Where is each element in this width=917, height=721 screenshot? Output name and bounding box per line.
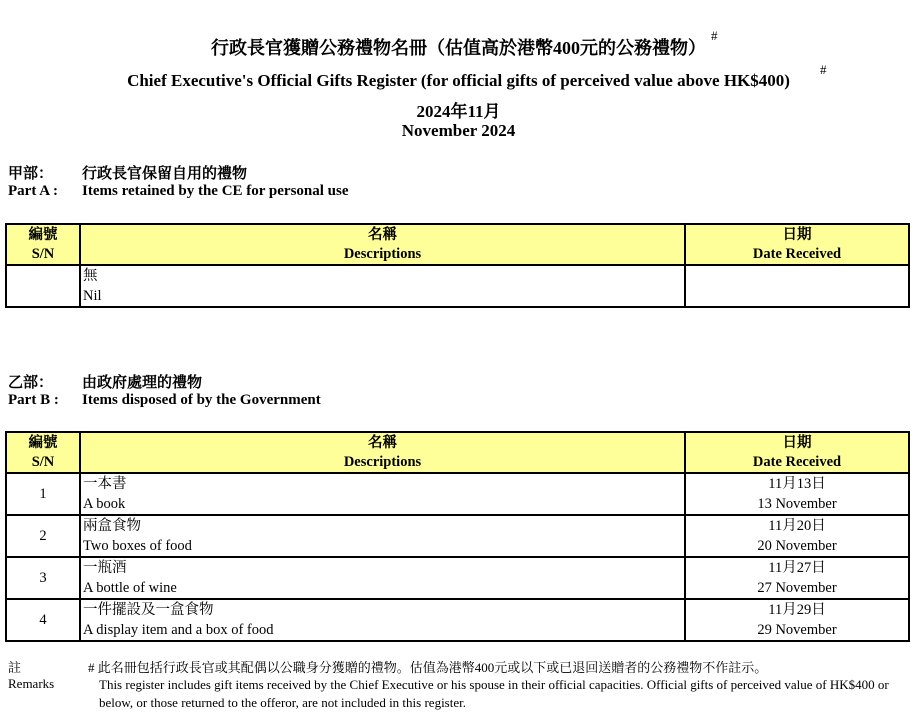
table-row — [6, 265, 909, 307]
sn-header: 編號 S/N — [6, 432, 80, 473]
part-b-label-zh: 乙部： — [8, 375, 54, 391]
table-row — [6, 557, 909, 599]
table-row — [6, 473, 909, 515]
date-cell: 11月29日 29 November — [685, 599, 909, 641]
title-en — [0, 71, 917, 91]
desc-header: 名稱 Descriptions — [80, 432, 685, 473]
date-cell: 11月27日 27 November — [685, 557, 909, 599]
part-b-title-zh: 由政府處理的禮物 — [82, 375, 203, 391]
sn-cell: 4 — [6, 599, 80, 641]
remarks-label-zh: 註 — [8, 660, 22, 675]
description-cell: 一瓶酒 A bottle of wine — [80, 557, 685, 599]
remarks-text-zh: # 此名冊包括行政長官或其配偶以公職身分獲贈的禮物。估值為港幣400元或以下或已退回送贈者的公務禮物不作註示。 — [88, 660, 768, 675]
title-zh — [0, 34, 917, 60]
description-cell: 一件擺設及一盒食物 A display item and a box of food — [80, 599, 685, 641]
title-en-text: Chief Executive's Official Gifts Register (for official gifts of perceived value above HK$400) — [127, 71, 790, 90]
part-b-table — [5, 431, 910, 642]
remarks-label-en: Remarks — [8, 676, 55, 691]
date-header: 日期 Date Received — [685, 224, 909, 265]
part-a-title-zh: 行政長官保留自用的禮物 — [82, 166, 248, 182]
title-zh-text: 行政長官獲贈公務禮物名冊（估值高於港幣400元的公務禮物） — [211, 38, 706, 58]
month-en: November 2024 — [401, 121, 516, 140]
sn-header: 編號 S/N — [6, 224, 80, 265]
description-cell: 無 Nil — [80, 265, 685, 307]
desc-header: 名稱 Descriptions — [80, 224, 685, 265]
table-row — [6, 515, 909, 557]
title-zh-hash: # — [711, 28, 718, 43]
sn-cell: 1 — [6, 473, 80, 515]
table-row — [6, 599, 909, 641]
date-cell — [685, 265, 909, 307]
date-header: 日期 Date Received — [685, 432, 909, 473]
part-a-label-zh: 甲部： — [8, 166, 54, 182]
sn-cell: 2 — [6, 515, 80, 557]
sn-cell — [6, 265, 80, 307]
date-cell: 11月13日 13 November — [685, 473, 909, 515]
description-cell: 一本書 A book — [80, 473, 685, 515]
part-b-label-en: Part B : — [8, 392, 59, 408]
date-cell: 11月20日 20 November — [685, 515, 909, 557]
part-a-table — [5, 223, 910, 308]
month-zh: 2024年11月 — [416, 102, 501, 121]
part-b-header-row — [6, 432, 909, 473]
description-cell: 兩盒食物 Two boxes of food — [80, 515, 685, 557]
sn-cell: 3 — [6, 557, 80, 599]
title-en-hash: # — [820, 62, 827, 77]
part-a-label-en: Part A : — [8, 183, 58, 199]
part-a-title-en: Items retained by the CE for personal use — [82, 183, 349, 199]
part-a-header-row — [6, 224, 909, 265]
remarks-text-en: This register includes gift items received by the Chief Executive or his spouse in their official capacities. Official gifts of perceived value of HK$400 or below, or those returned to the offeror, are not included in this register. — [99, 677, 889, 710]
part-b-title-en: Items disposed of by the Government — [82, 392, 321, 408]
